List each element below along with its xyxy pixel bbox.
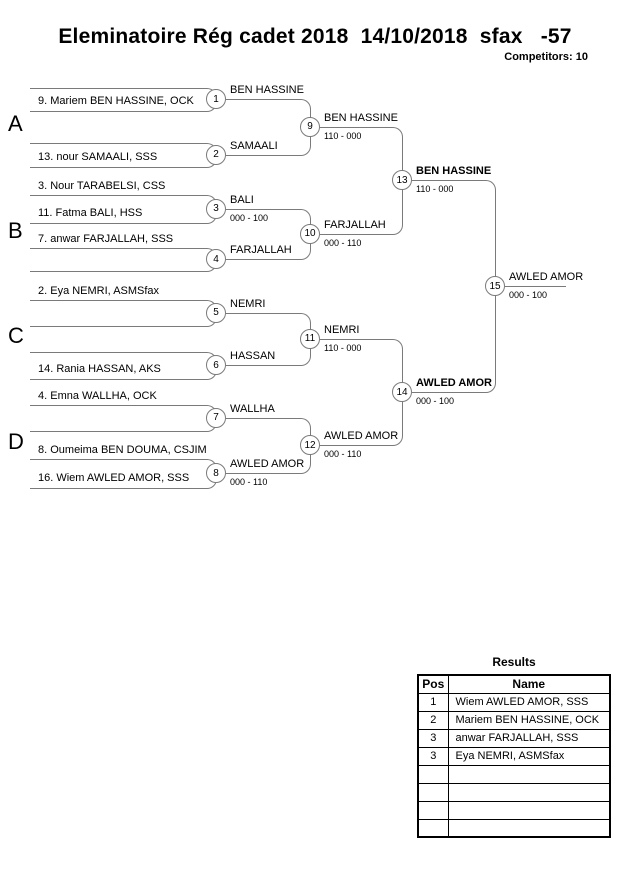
match-circle	[392, 382, 412, 402]
results-row	[418, 747, 610, 765]
results-row	[418, 711, 610, 729]
result-name: Mariem BEN HASSINE, OCK	[448, 711, 610, 729]
match-circle	[300, 329, 320, 349]
match-score: 000 - 100	[416, 396, 455, 406]
result-name	[448, 783, 610, 801]
results-row	[418, 693, 610, 711]
result-pos	[418, 783, 448, 801]
match-number: 7	[213, 412, 219, 423]
match-number: 6	[213, 359, 219, 371]
winner-label: SAMAALI	[230, 139, 278, 152]
competitor-name: 14. Rania HASSAN, AKS	[38, 363, 161, 375]
result-name: anwar FARJALLAH, SSS	[448, 729, 610, 747]
connector	[226, 418, 311, 447]
result-pos	[418, 819, 448, 837]
results-row	[418, 765, 610, 783]
result-name	[448, 801, 610, 819]
competitor-name: 9. Mariem BEN HASSINE, OCK	[38, 95, 194, 107]
winner-label: AWLED AMOR	[509, 271, 584, 284]
competitor-name: 3. Nour TARABELSI, CSS	[38, 180, 166, 192]
connector	[226, 313, 311, 340]
result-pos	[418, 801, 448, 819]
competitor-name: 11. Fatma BALI, HSS	[38, 207, 143, 219]
group-letter: B	[8, 217, 23, 243]
match-circle	[300, 224, 320, 244]
competitors-count: Competitors: 10	[504, 51, 588, 63]
competitor-name: 8. Oumeima BEN DOUMA, CSJIM	[38, 444, 207, 456]
bracket-pair	[30, 248, 217, 272]
results-row	[418, 819, 610, 837]
results-row	[418, 801, 610, 819]
results-header-name: Name	[448, 675, 610, 693]
results-header-pos: Pos	[418, 675, 448, 693]
results-row	[418, 729, 610, 747]
match-circle	[206, 408, 226, 428]
match-score: 000 - 110	[230, 477, 268, 487]
results-panel	[417, 655, 611, 838]
match-number: 14	[396, 386, 408, 398]
result-name	[448, 819, 610, 837]
connector	[412, 180, 496, 287]
results-table	[417, 674, 611, 838]
winner-label: BEN HASSINE	[324, 111, 398, 124]
winner-label: HASSAN	[230, 350, 276, 362]
match-circle	[206, 199, 226, 219]
result-pos: 1	[418, 693, 448, 711]
winner-label: FARJALLAH	[324, 218, 386, 231]
winner-label: NEMRI	[324, 323, 360, 336]
match-circle	[392, 170, 412, 190]
winner-label: BEN HASSINE	[416, 165, 492, 178]
result-name	[448, 765, 610, 783]
page-title: Eleminatoire Rég cadet 2018 14/10/2018 sfax -57	[58, 25, 572, 48]
competitor-name: 4. Emna WALLHA, OCK	[38, 390, 157, 402]
match-score: 110 - 000	[324, 130, 362, 141]
match-number: 4	[213, 253, 219, 265]
bracket-pair	[30, 405, 217, 432]
match-circle	[206, 303, 226, 323]
results-title: Results	[492, 655, 536, 669]
match-number: 12	[304, 439, 316, 451]
results-header-row	[418, 675, 610, 693]
group-letter: D	[8, 429, 24, 455]
match-circle	[206, 89, 226, 109]
result-pos: 3	[418, 747, 448, 765]
match-number: 10	[304, 228, 316, 240]
winner-label: BEN HASSINE	[230, 84, 304, 96]
match-score: 110 - 000	[416, 184, 454, 195]
match-number: 15	[489, 280, 501, 292]
group-letter: C	[8, 322, 24, 348]
group-letter: A	[8, 110, 23, 136]
match-circle	[206, 463, 226, 483]
competitor-name: 7. anwar FARJALLAH, SSS	[38, 233, 174, 245]
competitor-name: 2. Eya NEMRI, ASMSfax	[38, 285, 160, 297]
match-score: 000 - 100	[230, 212, 269, 223]
match-number: 3	[213, 203, 219, 214]
result-pos: 2	[418, 711, 448, 729]
winner-label: FARJALLAH	[230, 244, 292, 256]
match-circle	[206, 355, 226, 375]
winner-label: BALI	[230, 193, 254, 206]
results-row	[418, 783, 610, 801]
match-circle	[300, 117, 320, 137]
winner-label: NEMRI	[230, 297, 266, 310]
match-number: 8	[213, 467, 219, 479]
result-name: Eya NEMRI, ASMSfax	[448, 747, 610, 765]
match-circle	[485, 276, 505, 296]
match-score: 000 - 110	[324, 449, 362, 460]
winner-label: AWLED AMOR	[324, 430, 399, 443]
bracket-pair	[30, 300, 217, 327]
match-score: 000 - 100	[509, 290, 548, 301]
match-circle	[206, 249, 226, 269]
winner-label: AWLED AMOR	[416, 377, 492, 389]
match-number: 5	[213, 307, 219, 318]
match-number: 1	[213, 93, 219, 105]
winner-label: WALLHA	[230, 402, 275, 415]
competitor-name: 13. nour SAMAALI, SSS	[38, 151, 158, 163]
match-circle	[300, 435, 320, 455]
connector	[226, 99, 311, 128]
match-circle	[206, 145, 226, 165]
result-pos: 3	[418, 729, 448, 747]
winner-label: AWLED AMOR	[230, 458, 305, 470]
result-name: Wiem AWLED AMOR, SSS	[448, 693, 610, 711]
match-number: 13	[396, 174, 408, 186]
match-score: 000 - 110	[324, 237, 362, 248]
final-winner-line	[505, 286, 566, 287]
match-score: 110 - 000	[324, 342, 362, 353]
match-number: 11	[304, 333, 316, 345]
match-number: 2	[213, 149, 219, 160]
result-pos	[418, 765, 448, 783]
competitor-name: 16. Wiem AWLED AMOR, SSS	[38, 472, 190, 484]
match-number: 9	[307, 121, 313, 133]
